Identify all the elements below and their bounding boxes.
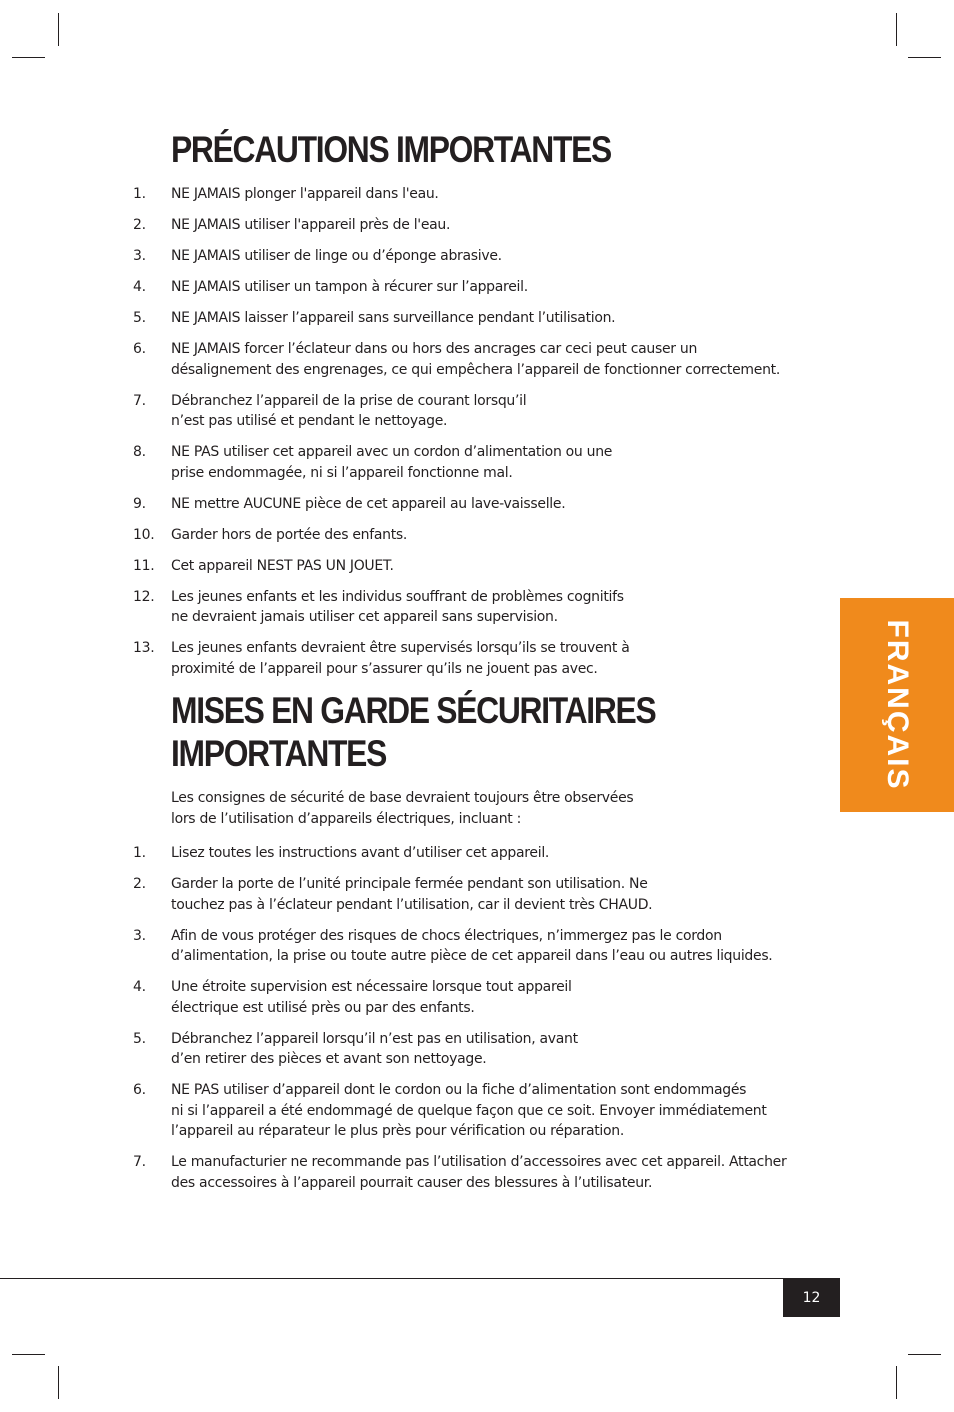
list-item-text: Le manufacturier ne recommande pas l’utilisation d’accessoires avec cet appareil. Attacher des accessoires à l’appareil pourrait causer des blessures à l’utilisateur.: [171, 1154, 787, 1191]
list-item-text: NE mettre AUCUNE pièce de cet appareil au lave-vaisselle.: [171, 495, 566, 512]
list-item: [133, 215, 823, 236]
precautions-heading: PRÉCAUTIONS IMPORTANTES: [171, 129, 611, 170]
list-item: [133, 977, 823, 1018]
list-item-number: 1.: [133, 186, 146, 202]
list-item-text: Lisez toutes les instructions avant d’utiliser cet appareil.: [171, 845, 550, 861]
list-item-text: NE PAS utiliser cet appareil avec un cordon d’alimentation ou une prise endommagée, ni si l’appareil fonctionne mal.: [171, 444, 613, 481]
precautions-list: [133, 184, 823, 690]
language-tab-label: FRANÇAIS: [881, 619, 914, 791]
list-item: [133, 1080, 823, 1142]
list-item-text: NE JAMAIS plonger l'appareil dans l'eau.: [171, 186, 439, 202]
list-item: [133, 926, 823, 967]
list-item: [133, 391, 823, 432]
footer-rule: [0, 1278, 840, 1279]
list-item: [133, 587, 823, 628]
list-item: [133, 442, 823, 483]
list-item-text: Débranchez l’appareil lorsqu’il n’est pas en utilisation, avant d’en retirer des pièces et avant son nettoyage.: [171, 1030, 578, 1067]
list-item-text: NE JAMAIS utiliser de linge ou d’éponge abrasive.: [171, 248, 502, 264]
list-item-text: NE JAMAIS utiliser l'appareil près de l'eau.: [171, 217, 451, 233]
list-item-number: 5.: [133, 310, 146, 326]
list-item-text: Les jeunes enfants devraient être supervisés lorsqu’ils se trouvent à proximité de l’appareil pour s’assurer qu’ils ne jouent pas avec.: [171, 640, 630, 677]
list-item: [133, 638, 823, 679]
list-item: [133, 843, 823, 864]
crop-mark: [58, 1366, 59, 1399]
list-item-text: Les jeunes enfants et les individus souffrant de problèmes cognitifs ne devraient jamais utiliser cet appareil sans supervision.: [171, 588, 624, 625]
list-item: [133, 494, 823, 515]
crop-mark: [908, 57, 941, 58]
safety-heading-line2: IMPORTANTES: [171, 733, 387, 774]
list-item-number: 3.: [133, 927, 146, 944]
list-item-number: 6.: [133, 1082, 146, 1098]
list-item-number: 4.: [133, 979, 146, 995]
list-item-number: 11.: [133, 557, 155, 574]
list-item: [133, 556, 823, 577]
list-item-number: 13.: [133, 640, 155, 656]
safety-heading-line1: MISES EN GARDE SÉCURITAIRES: [171, 690, 656, 731]
crop-mark: [58, 13, 59, 46]
list-item-text: NE JAMAIS forcer l’éclateur dans ou hors des ancrages car ceci peut causer un désalignement des engrenages, ce qui empêchera l’appareil de fonctionner correctement.: [171, 341, 780, 378]
list-item-number: 2.: [133, 876, 146, 892]
list-item-text: Cet appareil NEST PAS UN JOUET.: [171, 557, 394, 574]
list-item: [133, 184, 823, 205]
list-item-text: Garder hors de portée des enfants.: [171, 526, 408, 543]
list-item-number: 5.: [133, 1030, 146, 1047]
safety-intro: Les consignes de sécurité de base devraient toujours être observées lors de l’utilisation d’appareils électriques, incluant :: [171, 790, 634, 827]
list-item-number: 7.: [133, 392, 146, 409]
list-item-number: 9.: [133, 495, 146, 512]
list-item-number: 12.: [133, 588, 155, 605]
list-item-number: 1.: [133, 845, 146, 861]
language-tab: [840, 598, 954, 812]
crop-mark: [896, 13, 897, 46]
list-item: [133, 1029, 823, 1070]
crop-mark: [896, 1366, 897, 1399]
page-number: 12: [783, 1278, 840, 1317]
list-item-number: 6.: [133, 341, 146, 357]
list-item-text: NE JAMAIS laisser l’appareil sans surveillance pendant l’utilisation.: [171, 310, 616, 326]
list-item-text: Débranchez l’appareil de la prise de courant lorsqu’il n’est pas utilisé et pendant le nettoyage.: [171, 392, 527, 429]
list-item-text: NE PAS utiliser d’appareil dont le cordon ou la fiche d’alimentation sont endommagés ni si l’appareil a été endommagé de quelque façon que ce soit. Envoyer immédiatement l’appareil au réparateur le plus près pour vérification ou réparation.: [171, 1082, 767, 1139]
list-item: [133, 277, 823, 298]
list-item-text: NE JAMAIS utiliser un tampon à récurer sur l’appareil.: [171, 279, 528, 295]
list-item-number: 7.: [133, 1154, 146, 1170]
list-item: [133, 1152, 823, 1193]
crop-mark: [908, 1354, 941, 1355]
list-item-number: 10.: [133, 526, 155, 543]
safety-list: [133, 843, 823, 1204]
list-item-text: Afin de vous protéger des risques de chocs électriques, n’immergez pas le cordon d’alimentation, la prise ou toute autre pièce de cet appareil dans l’eau ou autres liquides.: [171, 927, 773, 964]
list-item-number: 3.: [133, 248, 146, 264]
safety-heading: [171, 689, 655, 775]
list-item: [133, 246, 823, 267]
list-item: [133, 525, 823, 546]
list-item-text: Garder la porte de l’unité principale fermée pendant son utilisation. Ne touchez pas à l’éclateur pendant l’utilisation, car il devient très CHAUD.: [171, 876, 653, 913]
crop-mark: [12, 1354, 45, 1355]
list-item-number: 4.: [133, 279, 146, 295]
list-item-number: 8.: [133, 444, 146, 460]
list-item-number: 2.: [133, 217, 146, 233]
list-item: [133, 874, 823, 915]
list-item-text: Une étroite supervision est nécessaire lorsque tout appareil électrique est utilisé près ou par des enfants.: [171, 979, 572, 1016]
list-item: [133, 308, 823, 329]
crop-mark: [12, 57, 45, 58]
list-item: [133, 339, 823, 380]
